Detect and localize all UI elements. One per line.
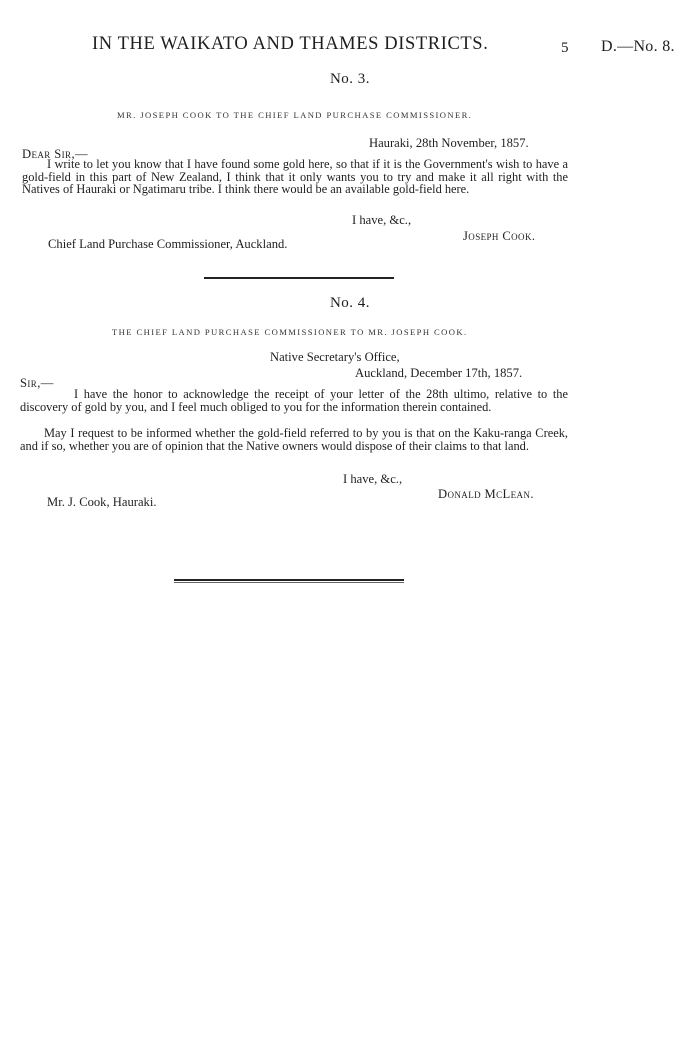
letter-4-salutation: Sir,— bbox=[20, 376, 54, 390]
letter-4-closing: I have, &c., bbox=[343, 472, 403, 486]
letter-3-signature: Joseph Cook. bbox=[463, 229, 536, 243]
letter-4-signature: Donald McLean. bbox=[438, 487, 534, 501]
letter-4-body-2: May I request to be informed whether the gold-field referred to by you is that on the Kaku-ranga Creek, and if so, whether you are of opinion that the Native owners would dispose of their claims to that land. bbox=[20, 426, 568, 453]
letter-3-closing: I have, &c., bbox=[352, 213, 412, 227]
letter-4-body-1: I have the honor to acknowledge the receipt of your letter of the 28th ultimo, relative to the discovery of gold by you, and I feel much obliged to you for the information therein contained. bbox=[20, 387, 568, 414]
separator-rule bbox=[204, 277, 394, 279]
document-reference: D.—No. 8. bbox=[601, 38, 675, 55]
letter-4-caption: THE CHIEF LAND PURCHASE COMMISSIONER TO MR. JOSEPH COOK. bbox=[112, 327, 468, 337]
page-number: 5 bbox=[561, 40, 569, 56]
running-title: IN THE WAIKATO AND THAMES DISTRICTS. bbox=[92, 34, 489, 54]
letter-4-number: No. 4. bbox=[329, 295, 371, 311]
letter-4-addressee: Mr. J. Cook, Hauraki. bbox=[47, 495, 157, 509]
end-rule-underline bbox=[174, 582, 404, 583]
letter-4-office: Native Secretary's Office, bbox=[270, 350, 400, 364]
letter-3-number: No. 3. bbox=[329, 71, 371, 87]
end-rule bbox=[174, 579, 404, 581]
letter-3-body: I write to let you know that I have found some gold here, so that if it is the Government's wish to have a gold-field in this part of New Zealand, I think that it only wants you to try and make it all right with the Natives of Hauraki or Ngatimaru tribe. I think there would be an available gold-field here. bbox=[22, 157, 568, 197]
letter-3-addressee: Chief Land Purchase Commissioner, Auckland. bbox=[48, 237, 288, 251]
letter-4-place-date: Auckland, December 17th, 1857. bbox=[355, 366, 523, 380]
letter-3-caption: MR. JOSEPH COOK TO THE CHIEF LAND PURCHASE COMMISSIONER. bbox=[117, 110, 473, 120]
letter-3-salutation: Dear Sir,— bbox=[22, 147, 88, 161]
letter-3-place-date: Hauraki, 28th November, 1857. bbox=[369, 136, 529, 150]
